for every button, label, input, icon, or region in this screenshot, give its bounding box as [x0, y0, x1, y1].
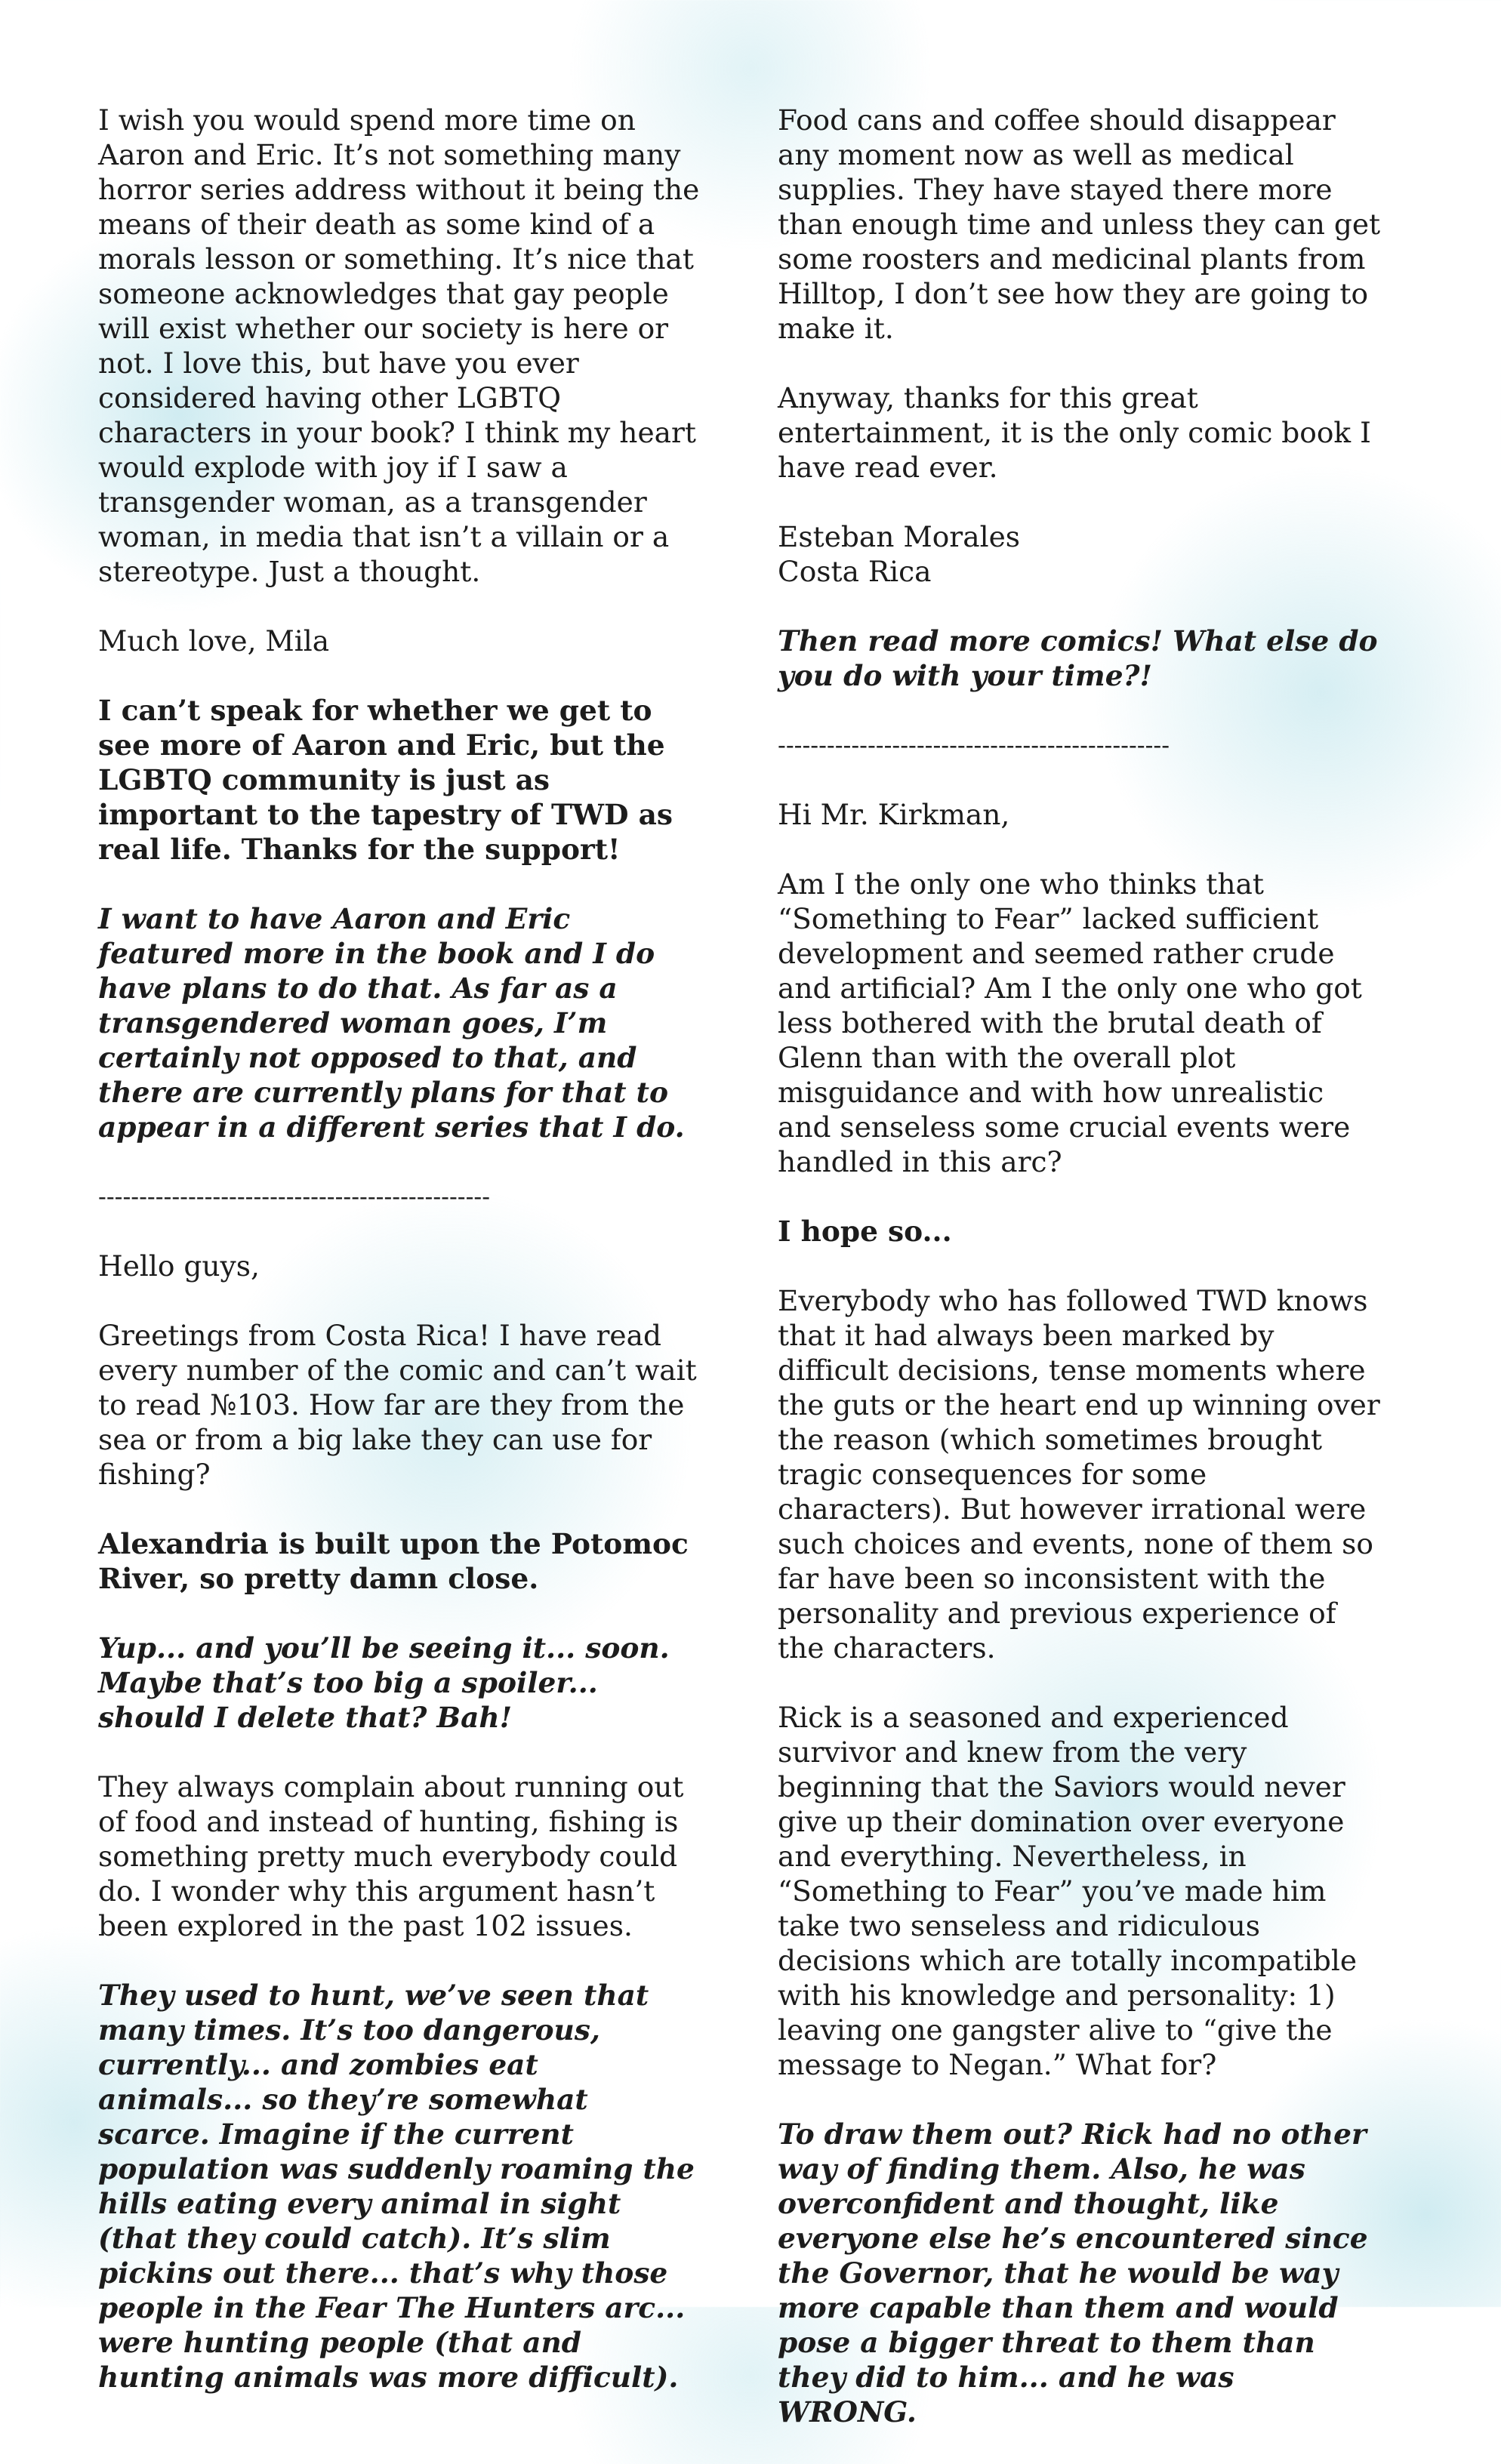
- reply-bold: I hope so...: [778, 1215, 952, 1248]
- letter-third-part1: Am I the only one who thinks that “Something to Fear” lacked sufficient development and seemed rather crude and artificial? Am I the only one who got less bothered with the brutal death of Glenn than with the overall plot misguidance and with how unrealistic and senseless some crucial events were handled in this arc?: [778, 867, 1362, 1178]
- reply-kirkman: They used to hunt, we’ve seen that many times. It’s too dangerous, currently... and zombies eat animals... so they’re somewhat scarce. Imagine if the current population was suddenly roaming the hills eating every animal in sight (that they could catch). It’s slim pickins out there... that’s why those people in the Fear The Hunters arc... were hunting people (that and hunting animals was more difficult).: [98, 1979, 695, 2394]
- signoff-mila: Much love, Mila: [98, 624, 330, 658]
- left-column: [98, 103, 702, 2429]
- letter-third-part2: Everybody who has followed TWD knows that it had always been marked by difficult decisions, tense moments where the guts or the heart end up winning over the reason (which sometimes brought tragic consequences for some characters). But however irrational were such choices and events, none of them so far have been so inconsistent with the personality and previous experience of the characters.: [778, 1284, 1380, 1665]
- reply-bold: I can’t speak for whether we get to see more of Aaron and Eric, but the LGBTQ community is just as important to the tapestry of TWD as real life. Thanks for the support!: [98, 694, 673, 866]
- letter-mila: I wish you would spend more time on Aaron and Eric. It’s not something many horror series address without it being the means of their death as some kind of a morals lesson or something. It’s nice that someone acknowledges that gay people will exist whether our society is here or not. I love this, but have you ever considered having other LGBTQ characters in your book? I think my heart would explode with joy if I saw a transgender woman, as a transgender woman, in media that isn’t a villain or a stereotype. Just a thought.: [98, 103, 700, 588]
- reply-kirkman: I want to have Aaron and Eric featured more in the book and I do have plans to do that. As far as a transgendered woman goes, I’m certainly not opposed to that, and there are currently plans for that to appear in a different series that I do.: [98, 902, 685, 1144]
- reply-kirkman: Then read more comics! What else do you do with your time?!: [778, 624, 1378, 692]
- reply-bold: Alexandria is built upon the Potomoc River, so pretty damn close.: [98, 1527, 689, 1595]
- signature-place: Costa Rica: [778, 555, 932, 588]
- greeting-esteban: Hello guys,: [98, 1249, 260, 1283]
- section-divider: ------------------------------------------------: [778, 731, 1170, 759]
- letter-esteban-part2: They always complain about running out of food and instead of hunting, fishing is something pretty much everybody could do. I wonder why this argument hasn’t been explored in the past 102 issues.: [98, 1770, 684, 1942]
- letter-esteban-part3: Food cans and coffee should disappear any moment now as well as medical supplies. They have stayed there more than enough time and unless they can get some roosters and medicinal plants from Hilltop, I don’t see how they are going to make it.: [778, 103, 1381, 345]
- reply-kirkman: To draw them out? Rick had no other way of finding them. Also, he was overconfident and thought, like everyone else he’s encountered since the Governor, that he would be way more capable than them and would pose a bigger threat to them than they did to him... and he was WRONG.: [778, 2118, 1368, 2429]
- signature-esteban: [778, 519, 1382, 589]
- signature-name: Esteban Morales: [778, 520, 1021, 553]
- greeting-kirkman: Hi Mr. Kirkman,: [778, 798, 1010, 831]
- right-column: [778, 103, 1382, 2464]
- reply-kirkman: Yup... and you’ll be seeing it... soon. Maybe that’s too big a spoiler... should I delete that? Bah!: [98, 1631, 670, 1734]
- letter-esteban-part1: Greetings from Costa Rica! I have read every number of the comic and can’t wait to read №103. How far are they from the sea or from a big lake they can use for fishing?: [98, 1319, 697, 1491]
- section-divider: ------------------------------------------------: [98, 1182, 490, 1211]
- letter-third-part3: Rick is a seasoned and experienced survivor and knew from the very beginning that the Saviors would never give up their domination over everyone and everything. Nevertheless, in “Something to Fear” you’ve made him take two senseless and ridiculous decisions which are totally incompatible with his knowledge and personality: 1) leaving one gangster alive to “give the message to Negan.” What for?: [778, 1701, 1358, 2081]
- letter-esteban-part4: Anyway, thanks for this great entertainment, it is the only comic book I have read ever.: [778, 381, 1371, 484]
